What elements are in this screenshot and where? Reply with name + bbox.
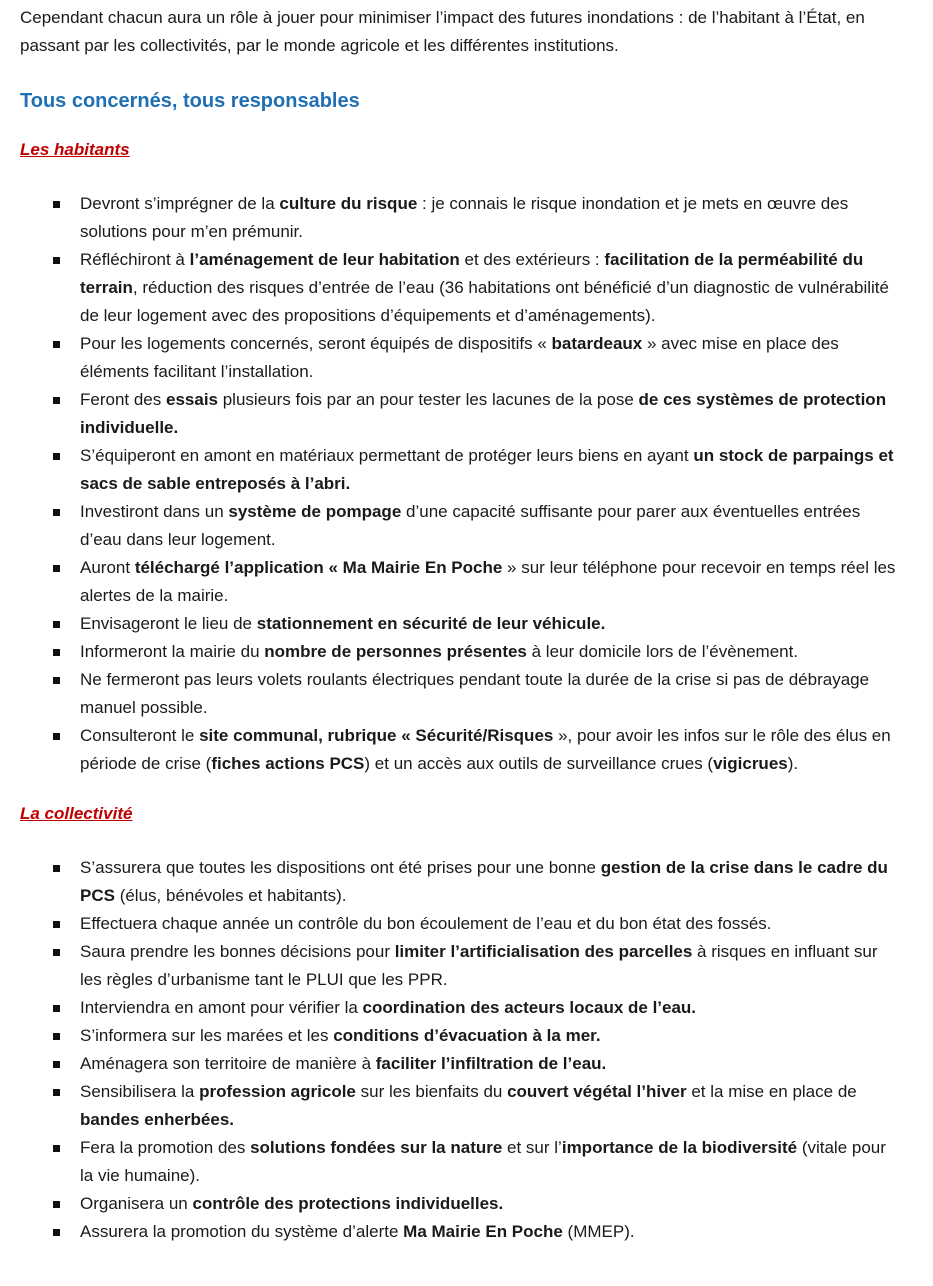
item-text: Aménagera son territoire de manière à xyxy=(80,1054,376,1073)
list-item xyxy=(20,1218,898,1246)
item-text: Feront des xyxy=(80,390,166,409)
list-item xyxy=(20,498,898,554)
square-bullet-icon xyxy=(53,865,60,872)
bold-text: fiches actions PCS xyxy=(211,754,365,773)
square-bullet-icon xyxy=(53,257,60,264)
bold-text: faciliter l’infiltration de l’eau. xyxy=(375,1054,607,1073)
item-text: Pour les logements concernés, seront équipés de dispositifs « xyxy=(80,334,552,353)
bold-text: vigicrues xyxy=(713,754,788,773)
bold-text: batardeaux xyxy=(551,334,643,353)
bold-text: solutions fondées sur la nature xyxy=(250,1138,503,1157)
bold-text: site communal, rubrique « Sécurité/Risques xyxy=(199,726,554,745)
item-text: d’une capacité suffisante pour parer aux éventuelles entrées d’eau dans leur logement. xyxy=(80,502,861,549)
item-text: sur les bienfaits du xyxy=(355,1082,508,1101)
bold-text: limiter l’artificialisation des parcelles xyxy=(394,942,693,961)
item-text: Fera la promotion des xyxy=(80,1138,251,1157)
item-text: (élus, bénévoles et habitants). xyxy=(114,886,347,905)
item-text: Saura prendre les bonnes décisions pour xyxy=(80,942,395,961)
item-text: Organisera un xyxy=(80,1194,193,1213)
item-text: et la mise en place de xyxy=(686,1082,857,1101)
bold-text: téléchargé l’application « Ma Mairie En Poche xyxy=(134,558,503,577)
item-text: Auront xyxy=(80,558,135,577)
item-text: à leur domicile lors de l’évènement. xyxy=(526,642,799,661)
bold-text: gestion de la crise dans le cadre du PCS xyxy=(80,858,888,905)
square-bullet-icon xyxy=(53,677,60,684)
item-text: » avec mise en place des éléments facilitant l’installation. xyxy=(80,334,839,381)
item-text: et des extérieurs : xyxy=(459,250,605,269)
section-heading: Tous concernés, tous responsables xyxy=(20,90,360,112)
square-bullet-icon xyxy=(53,341,60,348)
square-bullet-icon xyxy=(53,1145,60,1152)
list-item xyxy=(20,1050,898,1078)
square-bullet-icon xyxy=(53,949,60,956)
bold-text: couvert végétal l’hiver xyxy=(507,1082,687,1101)
bold-text: nombre de personnes présentes xyxy=(264,642,527,661)
square-bullet-icon xyxy=(53,1033,60,1040)
habitants-list xyxy=(20,190,898,778)
list-item xyxy=(20,330,898,386)
item-text: ). xyxy=(787,754,799,773)
square-bullet-icon xyxy=(53,1005,60,1012)
item-text: plusieurs fois par an pour tester les lacunes de la pose xyxy=(218,390,639,409)
list-item xyxy=(20,910,898,938)
square-bullet-icon xyxy=(53,397,60,404)
item-text: », pour avoir les infos sur le rôle des élus en période de crise ( xyxy=(80,726,891,773)
list-item xyxy=(20,610,898,638)
item-text: (MMEP). xyxy=(562,1222,635,1241)
bold-text: système de pompage xyxy=(228,502,402,521)
bold-text: facilitation de la perméabilité du terrain xyxy=(80,250,864,297)
item-text: Envisageront le lieu de xyxy=(80,614,257,633)
list-item xyxy=(20,386,898,442)
square-bullet-icon xyxy=(53,201,60,208)
square-bullet-icon xyxy=(53,1201,60,1208)
list-item xyxy=(20,638,898,666)
list-item xyxy=(20,994,898,1022)
bold-text: essais xyxy=(166,390,218,409)
item-text: Sensibilisera la xyxy=(80,1082,200,1101)
collectivite-list xyxy=(20,854,898,1246)
square-bullet-icon xyxy=(53,649,60,656)
item-text: Assurera la promotion du système d’alerte xyxy=(80,1222,404,1241)
list-item xyxy=(20,1190,898,1218)
item-text: Ne fermeront pas leurs volets roulants électriques pendant toute la durée de la crise si pas de débrayage manuel possible. xyxy=(80,670,870,717)
square-bullet-icon xyxy=(53,565,60,572)
bold-text: contrôle des protections individuelles. xyxy=(192,1194,504,1213)
item-text: Investiront dans un xyxy=(80,502,229,521)
bold-text: stationnement en sécurité de leur véhicule. xyxy=(256,614,606,633)
item-text: S’informera sur les marées et les xyxy=(80,1026,334,1045)
item-text: Consulteront le xyxy=(80,726,200,745)
item-text: » sur leur téléphone pour recevoir en temps réel les alertes de la mairie. xyxy=(80,558,896,605)
square-bullet-icon xyxy=(53,509,60,516)
bold-text: Ma Mairie En Poche xyxy=(403,1222,563,1241)
bold-text: coordination des acteurs locaux de l’eau. xyxy=(362,998,697,1017)
square-bullet-icon xyxy=(53,921,60,928)
list-item xyxy=(20,666,898,722)
item-text: Effectuera chaque année un contrôle du bon écoulement de l’eau et du bon état des fossés. xyxy=(80,914,772,933)
item-text: S’assurera que toutes les dispositions ont été prises pour une bonne xyxy=(80,858,601,877)
square-bullet-icon xyxy=(53,453,60,460)
item-text: , réduction des risques d’entrée de l’eau (36 habitations ont bénéficié d’un diagnostic de vulnérabilité de leur logement avec des propositions d’équipements et d’aménagements). xyxy=(80,278,889,325)
bold-text: de ces systèmes de protection individuelle. xyxy=(80,390,887,437)
intro-paragraph: Cependant chacun aura un rôle à jouer pour minimiser l’impact des futures inondations : de l’habitant à l’État, en passant par les collectivités, par le monde agricole et les différentes institutions. xyxy=(20,8,865,55)
list-item xyxy=(20,854,898,910)
bold-text: importance de la biodiversité xyxy=(561,1138,798,1157)
item-text: S’équiperont en amont en matériaux permettant de protéger leurs biens en ayant xyxy=(80,446,694,465)
bold-text: culture du risque xyxy=(279,194,418,213)
square-bullet-icon xyxy=(53,1229,60,1236)
item-text: Informeront la mairie du xyxy=(80,642,265,661)
section-title-collectivite: La collectivité xyxy=(20,804,133,823)
document-page xyxy=(20,4,898,1246)
item-text: : je connais le risque inondation et je mets en œuvre des solutions pour m’en prémunir. xyxy=(80,194,849,241)
square-bullet-icon xyxy=(53,1089,60,1096)
item-text: ) et un accès aux outils de surveillance crues ( xyxy=(364,754,714,773)
square-bullet-icon xyxy=(53,1061,60,1068)
bold-text: profession agricole xyxy=(199,1082,356,1101)
list-item xyxy=(20,938,898,994)
item-text: Interviendra en amont pour vérifier la xyxy=(80,998,363,1017)
list-item xyxy=(20,1134,898,1190)
square-bullet-icon xyxy=(53,621,60,628)
bold-text: bandes enherbées. xyxy=(80,1110,235,1129)
square-bullet-icon xyxy=(53,733,60,740)
bold-text: l’aménagement de leur habitation xyxy=(189,250,460,269)
list-item xyxy=(20,190,898,246)
list-item xyxy=(20,554,898,610)
item-text: Devront s’imprégner de la xyxy=(80,194,280,213)
section-title-habitants: Les habitants xyxy=(20,140,130,159)
list-item xyxy=(20,442,898,498)
item-text: Réfléchiront à xyxy=(80,250,190,269)
list-item xyxy=(20,1022,898,1050)
item-text: à risques en influant sur les règles d’urbanisme tant le PLUI que les PPR. xyxy=(80,942,878,989)
item-text: et sur l’ xyxy=(502,1138,562,1157)
item-text: (vitale pour la vie humaine). xyxy=(80,1138,886,1185)
list-item xyxy=(20,1078,898,1134)
bold-text: un stock de parpaings et sacs de sable entreposés à l’abri. xyxy=(80,446,894,493)
list-item xyxy=(20,246,898,330)
bold-text: conditions d’évacuation à la mer. xyxy=(333,1026,601,1045)
list-item xyxy=(20,722,898,778)
